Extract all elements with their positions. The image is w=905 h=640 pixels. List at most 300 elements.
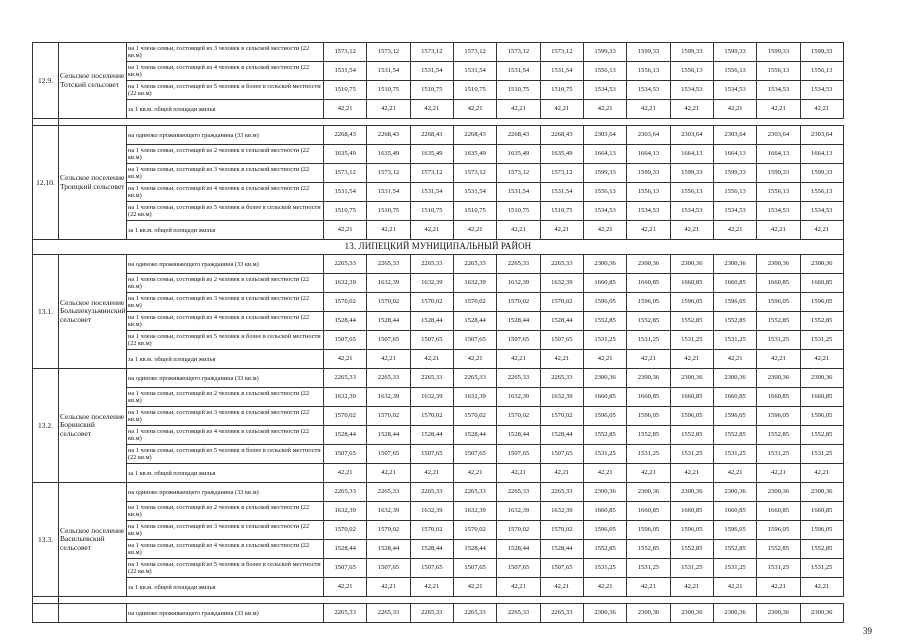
value-cell: 1635,49 [453,145,496,164]
spacer-cell [757,597,800,604]
spacer-cell [800,597,843,604]
value-cell: 1596,05 [713,293,756,312]
table-row [33,388,844,407]
value-cell: 1664,13 [800,145,843,164]
value-cell: 42,21 [757,578,800,597]
value-cell: 1531,54 [410,62,453,81]
value-cell: 1510,75 [540,81,583,100]
value-cell: 1660,85 [713,274,756,293]
table-row [33,164,844,183]
value-cell: 1552,85 [713,540,756,559]
value-cell: 1534,53 [757,81,800,100]
value-cell: 1528,44 [540,426,583,445]
value-cell: 1599,33 [583,43,626,62]
value-cell: 1570,02 [497,407,540,426]
value-cell: 42,21 [627,100,670,119]
value-cell: 42,21 [367,221,410,240]
value-cell: 42,21 [627,350,670,369]
value-cell: 1556,13 [583,62,626,81]
value-cell: 2303,64 [757,126,800,145]
value-cell: 1528,44 [367,540,410,559]
table-row [33,274,844,293]
value-cell: 1570,02 [497,521,540,540]
value-cell: 2300,36 [670,369,713,388]
value-cell: 42,21 [453,100,496,119]
norm-description: на 1 члена семьи, состоящей из 4 человек в сельской местности (22 кв.м) [127,540,324,559]
settlement-code: 13.3. [33,483,59,597]
norm-description: на одиноко проживающего гражданина (33 кв.м) [127,369,324,388]
value-cell: 1552,85 [757,312,800,331]
value-cell: 1660,85 [670,274,713,293]
value-cell: 1632,39 [410,274,453,293]
value-cell: 1510,75 [540,202,583,221]
value-cell: 1570,02 [410,293,453,312]
value-cell: 2265,33 [453,369,496,388]
value-cell: 42,21 [583,221,626,240]
value-cell: 1531,25 [627,331,670,350]
value-cell: 2265,33 [367,369,410,388]
value-cell: 1570,02 [410,521,453,540]
value-cell: 42,21 [757,464,800,483]
value-cell: 1507,65 [540,445,583,464]
value-cell: 1570,02 [497,293,540,312]
settlement-code: 12.10. [33,126,59,240]
value-cell: 1573,12 [324,164,367,183]
value-cell: 1596,05 [713,407,756,426]
value-cell: 2268,43 [453,126,496,145]
value-cell: 1556,13 [583,183,626,202]
spacer-cell [33,119,59,126]
spacer-cell [627,119,670,126]
value-cell: 42,21 [627,221,670,240]
value-cell: 42,21 [670,578,713,597]
value-cell: 1552,85 [800,426,843,445]
value-cell: 2300,36 [713,604,756,623]
value-cell: 2265,33 [540,483,583,502]
value-cell: 2265,33 [410,483,453,502]
spacer-cell [324,119,367,126]
value-cell: 1660,85 [583,502,626,521]
table-row [33,540,844,559]
value-cell: 1660,85 [670,502,713,521]
settlement-name: Сельское поселение Большекузьминский сельсовет [59,255,127,369]
settlement-name [59,604,127,623]
spacer-cell [670,119,713,126]
value-cell: 1664,13 [583,145,626,164]
value-cell: 1534,53 [670,81,713,100]
value-cell: 1528,44 [367,312,410,331]
section-title: 13. ЛИПЕЦКИЙ МУНИЦИПАЛЬНЫЙ РАЙОН [33,240,844,255]
value-cell: 42,21 [324,464,367,483]
value-cell: 1510,75 [410,81,453,100]
value-cell: 1510,75 [453,81,496,100]
value-cell: 2265,33 [453,604,496,623]
value-cell: 42,21 [800,578,843,597]
value-cell: 42,21 [713,578,756,597]
table-row [33,445,844,464]
value-cell: 42,21 [410,221,453,240]
value-cell: 2300,36 [800,369,843,388]
spacer-cell [367,119,410,126]
value-cell: 1599,33 [757,43,800,62]
table-row [33,578,844,597]
value-cell: 1596,05 [670,521,713,540]
table-row [33,312,844,331]
value-cell: 42,21 [324,578,367,597]
value-cell: 1534,53 [583,81,626,100]
spacer-row [33,597,844,604]
table-row [33,350,844,369]
value-cell: 1531,25 [713,445,756,464]
value-cell: 2265,33 [410,369,453,388]
value-cell: 1635,49 [367,145,410,164]
value-cell: 2300,36 [627,483,670,502]
value-cell: 1531,25 [583,445,626,464]
norm-description: на 1 члена семьи, состоящей из 3 человек в сельской местности (22 кв.м) [127,521,324,540]
value-cell: 1531,54 [453,62,496,81]
value-cell: 1507,65 [453,559,496,578]
value-cell: 1573,12 [410,164,453,183]
value-cell: 1531,25 [583,331,626,350]
value-cell: 1552,85 [670,426,713,445]
norm-description: на 1 члена семьи, состоящей из 3 человек в сельской местности (22 кв.м) [127,407,324,426]
value-cell: 1507,65 [367,331,410,350]
value-cell: 2265,33 [367,483,410,502]
value-cell: 42,21 [540,578,583,597]
value-cell: 42,21 [410,464,453,483]
value-cell: 2265,33 [453,483,496,502]
value-cell: 42,21 [627,464,670,483]
value-cell: 1552,85 [583,426,626,445]
value-cell: 2300,36 [627,369,670,388]
value-cell: 2300,36 [800,604,843,623]
value-cell: 1632,39 [324,274,367,293]
value-cell: 1660,85 [627,388,670,407]
value-cell: 1570,02 [453,293,496,312]
settlement-code: 12.9. [33,43,59,119]
spacer-cell [410,597,453,604]
value-cell: 1599,33 [670,43,713,62]
norm-description: на 1 члена семьи, состоящей из 2 человек в сельской местности (22 кв.м) [127,502,324,521]
value-cell: 1596,05 [800,521,843,540]
value-cell: 1660,85 [713,388,756,407]
spacer-cell [59,119,127,126]
value-cell: 1534,53 [713,202,756,221]
value-cell: 42,21 [540,100,583,119]
value-cell: 42,21 [800,100,843,119]
table-row [33,43,844,62]
table-row [33,81,844,100]
spacer-cell [497,597,540,604]
value-cell: 2268,43 [540,126,583,145]
value-cell: 1664,13 [757,145,800,164]
value-cell: 1531,25 [757,331,800,350]
value-cell: 42,21 [453,350,496,369]
table-row [33,183,844,202]
spacer-cell [367,597,410,604]
value-cell: 1660,85 [713,502,756,521]
value-cell: 1664,13 [627,145,670,164]
value-cell: 1552,85 [670,312,713,331]
value-cell: 1596,05 [800,407,843,426]
value-cell: 1528,44 [324,426,367,445]
value-cell: 1632,39 [497,388,540,407]
value-cell: 1528,44 [367,426,410,445]
value-cell: 1599,33 [800,164,843,183]
value-cell: 1664,13 [670,145,713,164]
value-cell: 1660,85 [627,274,670,293]
norm-description: на 1 члена семьи, состоящей из 4 человек в сельской местности (22 кв.м) [127,183,324,202]
spacer-cell [583,119,626,126]
value-cell: 1531,54 [497,62,540,81]
value-cell: 1534,53 [583,202,626,221]
spacer-cell [127,119,324,126]
value-cell: 1552,85 [757,540,800,559]
value-cell: 2265,33 [410,604,453,623]
value-cell: 42,21 [540,221,583,240]
value-cell: 1632,39 [367,502,410,521]
value-cell: 2300,36 [713,483,756,502]
value-cell: 42,21 [324,100,367,119]
value-cell: 1570,02 [324,293,367,312]
table-row [33,502,844,521]
value-cell: 1531,25 [670,559,713,578]
value-cell: 42,21 [497,578,540,597]
value-cell: 1531,25 [800,331,843,350]
value-cell: 42,21 [497,350,540,369]
value-cell: 1552,85 [627,426,670,445]
spacer-cell [583,597,626,604]
spacer-cell [453,119,496,126]
norm-description: за 1 кв.м. общей площади жилья [127,221,324,240]
value-cell: 2265,33 [497,369,540,388]
value-cell: 1531,25 [670,445,713,464]
norm-description: на одиноко проживающего гражданина (33 кв.м) [127,126,324,145]
value-cell: 1528,44 [410,540,453,559]
value-cell: 1570,02 [410,407,453,426]
value-cell: 1528,44 [410,312,453,331]
value-cell: 1632,39 [540,388,583,407]
value-cell: 1596,05 [627,293,670,312]
settlement-code: 13.2. [33,369,59,483]
spacer-cell [540,597,583,604]
spacer-cell [800,119,843,126]
value-cell: 2303,64 [670,126,713,145]
value-cell: 2300,36 [583,604,626,623]
norm-description: на 1 члена семьи, состоящей из 4 человек в сельской местности (22 кв.м) [127,426,324,445]
value-cell: 42,21 [583,578,626,597]
value-cell: 1552,85 [713,312,756,331]
value-cell: 1510,75 [324,202,367,221]
value-cell: 1660,85 [800,502,843,521]
value-cell: 1660,85 [800,274,843,293]
value-cell: 2300,36 [757,369,800,388]
value-cell: 1596,05 [583,521,626,540]
norm-description: на 1 члена семьи, состоящей из 3 человек в сельской местности (22 кв.м) [127,164,324,183]
value-cell: 1632,39 [367,274,410,293]
value-cell: 1635,49 [410,145,453,164]
settlement-code [33,604,59,623]
spacer-cell [670,597,713,604]
spacer-cell [713,119,756,126]
value-cell: 1596,05 [670,407,713,426]
value-cell: 1596,05 [757,293,800,312]
value-cell: 2265,33 [324,255,367,274]
value-cell: 1596,05 [800,293,843,312]
value-cell: 1507,65 [497,445,540,464]
value-cell: 1556,13 [713,62,756,81]
value-cell: 1599,33 [713,164,756,183]
value-cell: 1552,85 [627,540,670,559]
value-cell: 1660,85 [670,388,713,407]
value-cell: 1570,02 [324,521,367,540]
value-cell: 1528,44 [497,540,540,559]
value-cell: 2300,36 [800,255,843,274]
value-cell: 1660,85 [757,388,800,407]
value-cell: 1573,12 [453,164,496,183]
value-cell: 42,21 [410,578,453,597]
value-cell: 1556,13 [627,62,670,81]
value-cell: 2303,64 [583,126,626,145]
value-cell: 1510,75 [324,81,367,100]
norm-description: на одиноко проживающего гражданина (33 кв.м) [127,604,324,623]
value-cell: 1660,85 [627,502,670,521]
table-row [33,62,844,81]
value-cell: 1507,65 [410,331,453,350]
value-cell: 2265,33 [324,604,367,623]
spacer-cell [33,597,59,604]
value-cell: 2265,33 [540,604,583,623]
spacer-cell [540,119,583,126]
value-cell: 1599,33 [713,43,756,62]
norm-description: за 1 кв.м. общей площади жилья [127,100,324,119]
spacer-cell [713,597,756,604]
value-cell: 42,21 [670,464,713,483]
value-cell: 1534,53 [757,202,800,221]
value-cell: 42,21 [670,350,713,369]
spacer-cell [497,119,540,126]
value-cell: 1507,65 [453,331,496,350]
value-cell: 2300,36 [757,604,800,623]
value-cell: 2300,36 [627,255,670,274]
value-cell: 1507,65 [453,445,496,464]
norm-description: на 1 члена семьи, состоящей из 3 человек в сельской местности (22 кв.м) [127,293,324,312]
value-cell: 1507,65 [324,559,367,578]
value-cell: 2268,43 [410,126,453,145]
value-cell: 1632,39 [324,388,367,407]
value-cell: 42,21 [497,100,540,119]
value-cell: 2300,36 [713,255,756,274]
table-row [33,559,844,578]
value-cell: 1556,13 [713,183,756,202]
value-cell: 1531,25 [757,559,800,578]
value-cell: 42,21 [540,464,583,483]
value-cell: 1552,85 [800,312,843,331]
value-cell: 1507,65 [324,331,367,350]
value-cell: 1510,75 [497,81,540,100]
value-cell: 2268,43 [324,126,367,145]
table-row [33,293,844,312]
value-cell: 1570,02 [367,293,410,312]
value-cell: 42,21 [453,578,496,597]
value-cell: 1556,13 [670,183,713,202]
table-row [33,145,844,164]
value-cell: 1507,65 [324,445,367,464]
value-cell: 2300,36 [670,483,713,502]
value-cell: 1596,05 [583,293,626,312]
value-cell: 1528,44 [497,426,540,445]
settlement-name: Сельское поселение Троицкий сельсовет [59,126,127,240]
spacer-cell [410,119,453,126]
norm-description: на 1 члена семьи, состоящей из 4 человек в сельской местности (22 кв.м) [127,312,324,331]
value-cell: 42,21 [670,221,713,240]
value-cell: 1556,13 [670,62,713,81]
value-cell: 1573,12 [453,43,496,62]
value-cell: 2300,36 [713,369,756,388]
value-cell: 1660,85 [800,388,843,407]
value-cell: 1599,33 [757,164,800,183]
value-cell: 42,21 [583,100,626,119]
table-row [33,369,844,388]
value-cell: 1534,53 [713,81,756,100]
value-cell: 2300,36 [757,483,800,502]
value-cell: 42,21 [453,464,496,483]
value-cell: 2265,33 [540,369,583,388]
value-cell: 42,21 [367,578,410,597]
value-cell: 42,21 [410,350,453,369]
value-cell: 1596,05 [757,521,800,540]
value-cell: 1573,12 [367,164,410,183]
value-cell: 1632,39 [497,274,540,293]
value-cell: 2300,36 [670,604,713,623]
value-cell: 1507,65 [497,559,540,578]
table-row [33,100,844,119]
value-cell: 42,21 [540,350,583,369]
value-cell: 1510,75 [410,202,453,221]
value-cell: 1531,54 [367,183,410,202]
value-cell: 1573,12 [324,43,367,62]
value-cell: 2300,36 [670,255,713,274]
value-cell: 42,21 [583,350,626,369]
value-cell: 1528,44 [453,540,496,559]
norm-description: на 1 члена семьи, состоящей из 4 человек в сельской местности (22 кв.м) [127,62,324,81]
value-cell: 42,21 [583,464,626,483]
value-cell: 2265,33 [497,604,540,623]
value-cell: 1632,39 [410,388,453,407]
value-cell: 1507,65 [540,331,583,350]
value-cell: 1599,33 [583,164,626,183]
value-cell: 1570,02 [540,407,583,426]
value-cell: 1510,75 [367,202,410,221]
value-cell: 1531,54 [540,62,583,81]
value-cell: 2265,33 [410,255,453,274]
value-cell: 1570,02 [540,521,583,540]
value-cell: 1664,13 [713,145,756,164]
value-cell: 1531,25 [800,445,843,464]
settlement-code: 13.1. [33,255,59,369]
value-cell: 2265,33 [497,483,540,502]
value-cell: 1570,02 [453,407,496,426]
settlement-name: Сельское поселение Боринский сельсовет [59,369,127,483]
table-row [33,426,844,445]
norm-description: на 1 члена семьи, состоящей из 5 человек и более в сельской местности (22 кв.м) [127,202,324,221]
value-cell: 2265,33 [324,483,367,502]
value-cell: 1599,33 [800,43,843,62]
value-cell: 1507,65 [367,445,410,464]
value-cell: 1531,25 [627,559,670,578]
table-row [33,407,844,426]
value-cell: 1570,02 [367,521,410,540]
